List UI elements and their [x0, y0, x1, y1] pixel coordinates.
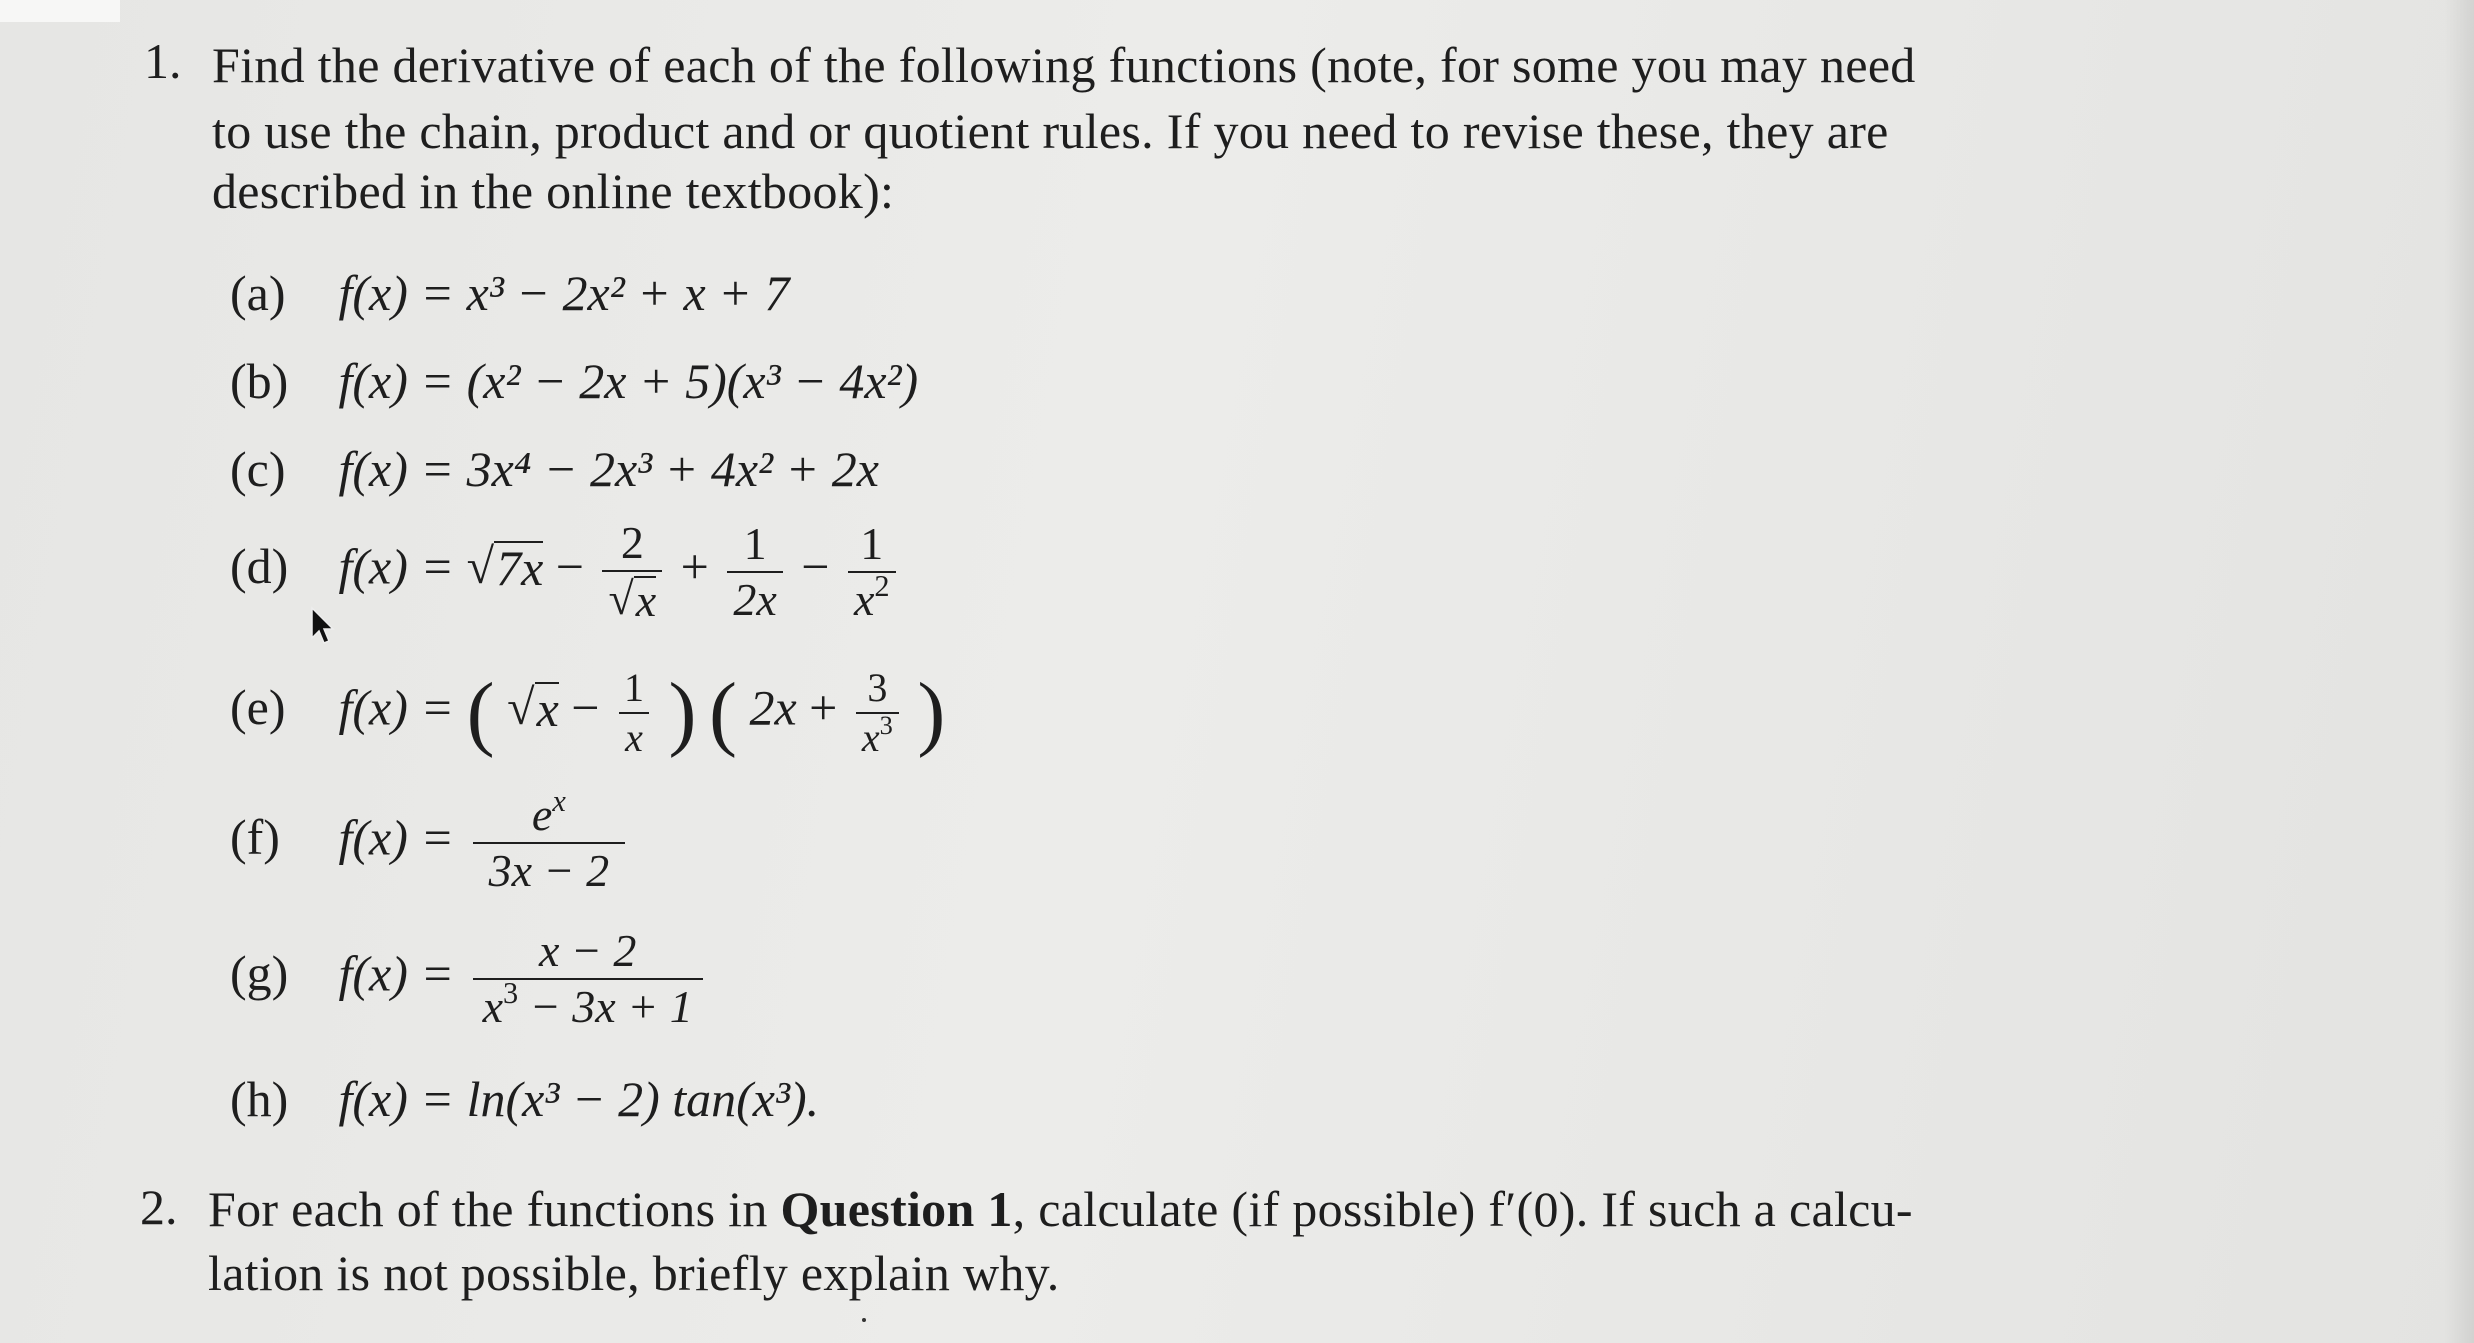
question-2-line-2: lation is not possible, briefly explain why. [208, 1245, 1060, 1301]
question-1-reference: Question 1 [780, 1181, 1013, 1237]
part-d-label: (d) [230, 538, 289, 595]
part-f-fraction [473, 783, 625, 896]
part-g [230, 925, 709, 1032]
sqrt-symbol: √ [466, 538, 495, 595]
part-d-fraction-3-denominator: $x^2$ [848, 571, 896, 623]
part-c-expression: 3x⁴ − 2x³ + 4x² + 2x [466, 441, 879, 497]
part-d-sqrt-content: 7x [496, 540, 544, 597]
part-g-lhs: f(x) = [338, 945, 455, 1002]
question-2-line-1: For each of the functions in Question 1, calculate (if possible) f′(0). If such a calcu- [208, 1181, 1913, 1237]
part-d-fraction-3 [848, 518, 896, 625]
part-d-fraction-1-denominator: √ x [602, 570, 662, 624]
part-f-label: (f) [230, 809, 280, 866]
part-b [230, 353, 919, 409]
part-e-op2: + [809, 679, 838, 736]
part-d-op3: − [801, 538, 830, 595]
part-d-op1: − [555, 538, 584, 595]
part-a-lhs: f(x) = [338, 265, 455, 321]
part-d-fraction-2 [727, 518, 782, 625]
part-e-open-paren-2: ( [708, 666, 737, 759]
paper-speck [862, 1318, 866, 1322]
part-c-label: (c) [230, 441, 286, 497]
part-a-label: (a) [230, 265, 286, 321]
part-e-op1: − [571, 679, 600, 736]
part-e-open-paren-1: ( [466, 666, 495, 759]
part-d-op2: + [680, 538, 709, 595]
part-c-lhs: f(x) = [338, 441, 455, 497]
part-e-lhs: f(x) = [338, 679, 455, 736]
part-e-fraction-1: $\frac{1}{x}$ [618, 668, 650, 758]
part-b-lhs: f(x) = [338, 353, 455, 409]
part-e-sqrt-term: √ x [507, 679, 559, 738]
part-h [230, 1071, 820, 1127]
part-e-close-paren-1: ) [668, 666, 697, 759]
part-h-expression: ln(x³ − 2) tan(x³). [466, 1071, 820, 1127]
part-h-label: (h) [230, 1071, 289, 1127]
part-e-term-2x: 2x [749, 679, 797, 736]
part-g-fraction [473, 925, 703, 1032]
part-h-lhs: f(x) = [338, 1071, 455, 1127]
question-1-number: 1. [144, 33, 182, 89]
part-d-fraction-1 [602, 517, 662, 626]
part-d-fraction-2-numerator: 1 [743, 518, 767, 569]
part-f-lhs: f(x) = [338, 809, 455, 866]
part-d-fraction-1-numerator: 2 [620, 517, 644, 568]
part-d-fraction-2-denominator: 2x [727, 571, 782, 623]
part-b-expression: (x² − 2x + 5)(x³ − 4x²) [466, 353, 919, 409]
part-a [230, 265, 790, 321]
part-e [230, 665, 946, 760]
part-d-fraction-3-numerator: 1 [860, 518, 884, 569]
question-1-intro-line-3: described in the online textbook): [212, 163, 895, 219]
part-a-expression: x³ − 2x² + x + 7 [466, 265, 790, 321]
part-e-close-paren-2: ) [917, 666, 946, 759]
part-b-label: (b) [230, 353, 289, 409]
part-g-denominator: $x^3 - 3x + 1$ [473, 978, 703, 1030]
question-2-number: 2. [140, 1179, 178, 1235]
question-1-intro-line-2: to use the chain, product and or quotient rules. If you need to revise these, they are [212, 103, 1889, 159]
part-f-numerator: $e^x$ [531, 783, 566, 840]
question-1-intro-line-1: Find the derivative of each of the following functions (note, for some you may need [212, 37, 1916, 93]
part-g-numerator: x − 2 [538, 925, 637, 976]
part-e-fraction-2: $\frac{3}{x^3}$ [856, 668, 899, 758]
part-f [230, 783, 631, 896]
part-c [230, 441, 879, 497]
part-d-lhs: f(x) = [338, 538, 455, 595]
part-g-label: (g) [230, 945, 289, 1002]
part-e-label: (e) [230, 679, 286, 736]
part-d-sqrt-term [466, 538, 544, 597]
mouse-cursor-icon [310, 606, 336, 646]
part-f-denominator: 3x − 2 [473, 842, 625, 894]
